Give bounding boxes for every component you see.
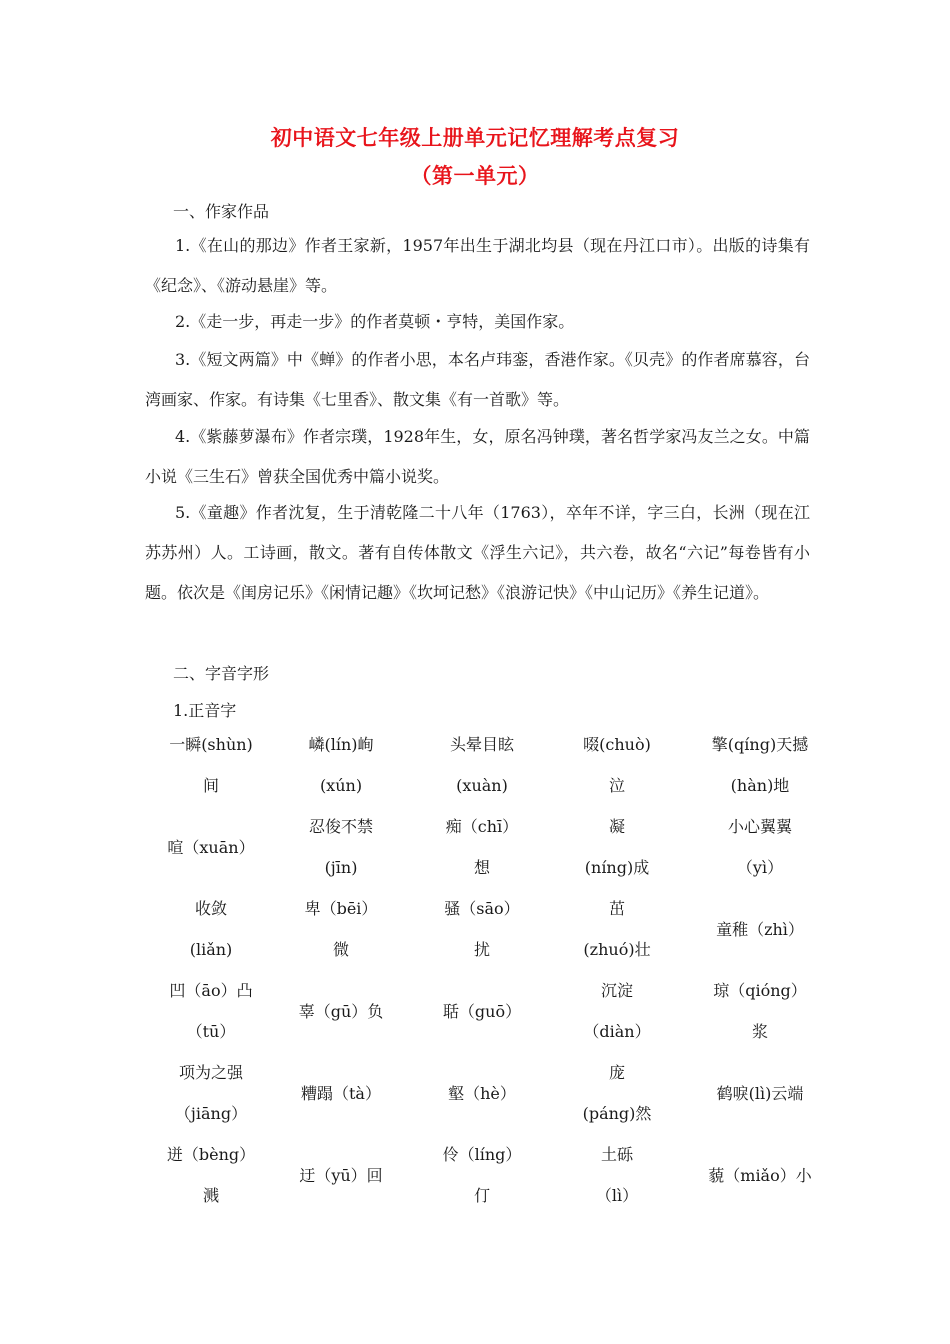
pronunciation-entry: [267, 806, 415, 888]
pronunciation-grid: [155, 724, 835, 1216]
pronunciation-text: 间: [202, 776, 219, 795]
pronunciation-row: [155, 724, 835, 806]
pronunciation-entry: [155, 888, 267, 970]
pronunciation-entry: [155, 1134, 267, 1216]
pronunciation-text: (níng)成: [584, 858, 650, 877]
subsection-heading: 1.正音字: [173, 701, 237, 720]
pronunciation-text: 溅: [202, 1186, 219, 1205]
pronunciation-text: 忍俊不禁: [308, 817, 373, 836]
pronunciation-text: 庞: [608, 1063, 625, 1082]
document-title: 初中语文七年级上册单元记忆理解考点复习: [270, 125, 680, 150]
pronunciation-entry: [549, 806, 685, 888]
pronunciation-text: (liǎn): [189, 940, 233, 959]
pronunciation-text: (hàn)地: [730, 776, 790, 795]
pronunciation-text: 鹤唳(lì)云端: [716, 1083, 804, 1103]
pronunciation-text: 骚（sāo）: [444, 899, 520, 918]
pronunciation-entry: [549, 1052, 685, 1134]
pronunciation-text: 一瞬(shùn): [169, 735, 253, 754]
pronunciation-text: （jiāng）: [174, 1104, 248, 1123]
pronunciation-text: （yì）: [736, 858, 784, 877]
pronunciation-text: (zhuó)壮: [583, 940, 651, 959]
pronunciation-entry: [155, 1052, 267, 1134]
pronunciation-text: 聒（guō）: [442, 1001, 522, 1021]
pronunciation-entry: [685, 724, 835, 806]
pronunciation-entry: [685, 1073, 835, 1114]
pronunciation-entry: [415, 724, 549, 806]
pronunciation-row: [155, 806, 835, 888]
pronunciation-text: (jīn): [324, 858, 358, 877]
pronunciation-text: 喧（xuān）: [167, 837, 255, 857]
pronunciation-text: 项为之强: [178, 1063, 243, 1082]
pronunciation-entry: [549, 970, 685, 1052]
pronunciation-text: 头晕目眩: [449, 735, 514, 754]
pronunciation-text: 琼（qióng）: [713, 981, 807, 1000]
pronunciation-entry: [415, 1073, 549, 1114]
pronunciation-text: 微: [332, 940, 349, 959]
pronunciation-text: 藐（miǎo）小: [708, 1165, 812, 1185]
pronunciation-entry: [267, 991, 415, 1032]
pronunciation-entry: [267, 888, 415, 970]
pronunciation-text: 迂（yū）回: [299, 1165, 383, 1185]
pronunciation-text: 痴（chī）: [445, 817, 519, 836]
pronunciation-text: (xuàn): [456, 776, 508, 795]
pronunciation-entry: [267, 724, 415, 806]
pronunciation-text: 想: [473, 858, 490, 877]
pronunciation-text: 糟蹋（tà）: [301, 1083, 381, 1103]
pronunciation-text: 迸（bèng）: [166, 1145, 256, 1164]
pronunciation-entry: [549, 888, 685, 970]
pronunciation-text: 伶（líng）: [442, 1145, 522, 1164]
pronunciation-text: 收敛: [194, 899, 227, 918]
pronunciation-text: 小心翼翼: [727, 817, 792, 836]
author-item: 3.《短文两篇》中《蝉》的作者小思，本名卢玮銮，香港作家。《贝壳》的作者席慕容，台湾画家、作家。有诗集《七里香》、散文集《有一首歌》等。: [145, 350, 810, 409]
pronunciation-entry: [155, 724, 267, 806]
pronunciation-row: [155, 888, 835, 970]
author-item: 4.《紫藤萝瀑布》作者宗璞，1928年生，女，原名冯钟璞，著名哲学家冯友兰之女。中篇小说《三生石》曾获全国优秀中篇小说奖。: [145, 427, 810, 486]
document-subtitle: （第一单元）: [410, 163, 540, 188]
pronunciation-entry: [415, 1134, 549, 1216]
pronunciation-text: 土砾: [600, 1145, 633, 1164]
pronunciation-text: 凝: [608, 817, 625, 836]
pronunciation-text: 浆: [751, 1022, 768, 1041]
pronunciation-text: （diàn）: [583, 1022, 651, 1041]
pronunciation-entry: [685, 1155, 835, 1196]
section-heading-pronunciation: 二、字音字形: [173, 664, 270, 683]
pronunciation-entry: [685, 806, 835, 888]
pronunciation-entry: [155, 827, 267, 868]
author-item: 2.《走一步，再走一步》的作者莫顿・亨特，美国作家。: [175, 312, 575, 331]
pronunciation-text: 壑（hè）: [448, 1083, 516, 1103]
pronunciation-text: 扰: [473, 940, 490, 959]
pronunciation-entry: [415, 806, 549, 888]
pronunciation-text: (xún): [319, 776, 363, 795]
pronunciation-entry: [267, 1155, 415, 1196]
author-item: 5.《童趣》作者沈复，生于清乾隆二十八年（1763），卒年不详，字三白，长洲（现在江苏苏州）人。工诗画，散文。著有自传体散文《浮生六记》，共六卷，故名“六记”每卷皆有小题。依次是《闺房记乐》《闲情记趣》《坎坷记愁》《浪游记快》《中山记历》《养生记道》。: [145, 503, 810, 602]
pronunciation-row: [155, 1052, 835, 1134]
pronunciation-row: [155, 1134, 835, 1216]
pronunciation-text: 泣: [608, 776, 625, 795]
pronunciation-text: 仃: [473, 1186, 490, 1205]
pronunciation-text: （tū）: [186, 1022, 236, 1041]
pronunciation-entry: [155, 970, 267, 1052]
pronunciation-entry: [549, 724, 685, 806]
pronunciation-text: （lì）: [595, 1186, 639, 1205]
pronunciation-text: 擎(qíng)天撼: [711, 735, 809, 754]
pronunciation-text: (páng)然: [582, 1104, 652, 1123]
pronunciation-entry: [415, 888, 549, 970]
pronunciation-text: 卑（bēi）: [304, 899, 378, 918]
pronunciation-text: 啜(chuò): [583, 735, 651, 754]
pronunciation-entry: [685, 909, 835, 950]
pronunciation-text: 茁: [608, 899, 625, 918]
pronunciation-entry: [685, 970, 835, 1052]
pronunciation-text: 沉淀: [600, 981, 633, 1000]
pronunciation-entry: [267, 1073, 415, 1114]
pronunciation-text: 嶙(lín)峋: [308, 735, 374, 754]
pronunciation-text: 辜（gū）负: [298, 1001, 384, 1021]
pronunciation-entry: [549, 1134, 685, 1216]
author-item: 1.《在山的那边》作者王家新，1957年出生于湖北均县（现在丹江口市）。出版的诗集有《纪念》、《游动悬崖》等。: [145, 236, 810, 295]
pronunciation-row: [155, 970, 835, 1052]
pronunciation-text: 童稚（zhì）: [716, 919, 804, 939]
section-heading-authors: 一、作家作品: [173, 202, 270, 221]
pronunciation-text: 凹（āo）凸: [169, 981, 253, 1000]
pronunciation-entry: [415, 991, 549, 1032]
